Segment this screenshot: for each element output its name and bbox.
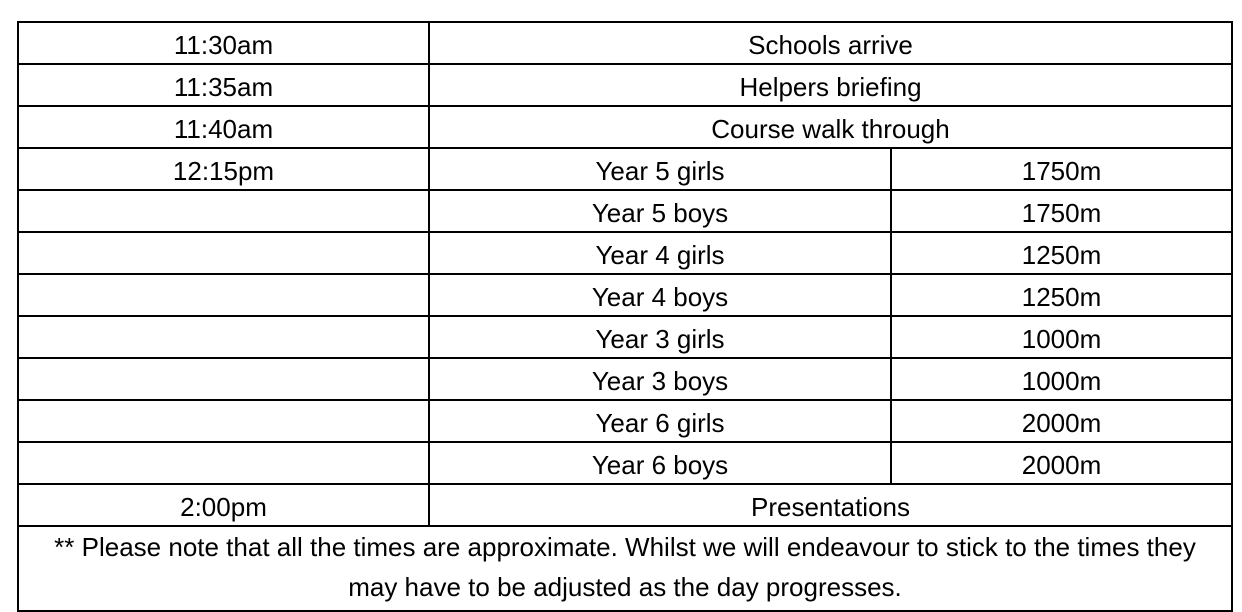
- race-cell: Year 6 girls: [429, 400, 891, 442]
- race-row: [18, 148, 1232, 190]
- race-row: [18, 400, 1232, 442]
- time-cell: 11:40am: [18, 106, 429, 148]
- time-cell: 12:15pm: [18, 148, 429, 190]
- race-row: [18, 274, 1232, 316]
- race-cell: Year 5 boys: [429, 190, 891, 232]
- note-row: [18, 526, 1232, 611]
- event-cell: Helpers briefing: [429, 64, 1232, 106]
- distance-cell: 1000m: [891, 316, 1232, 358]
- race-cell: Year 4 boys: [429, 274, 891, 316]
- schedule-row: [18, 106, 1232, 148]
- distance-cell: 1250m: [891, 274, 1232, 316]
- distance-cell: 1000m: [891, 358, 1232, 400]
- time-cell: 2:00pm: [18, 484, 429, 526]
- distance-cell: 1750m: [891, 148, 1232, 190]
- race-cell: Year 3 boys: [429, 358, 891, 400]
- race-cell: Year 5 girls: [429, 148, 891, 190]
- race-row: [18, 232, 1232, 274]
- race-row: [18, 190, 1232, 232]
- time-cell: [18, 274, 429, 316]
- distance-cell: 1250m: [891, 232, 1232, 274]
- time-cell: [18, 400, 429, 442]
- race-cell: Year 3 girls: [429, 316, 891, 358]
- time-cell: 11:35am: [18, 64, 429, 106]
- race-row: [18, 316, 1232, 358]
- time-cell: [18, 442, 429, 484]
- schedule-row: [18, 22, 1232, 64]
- schedule-table: [17, 21, 1233, 612]
- distance-cell: 2000m: [891, 400, 1232, 442]
- time-cell: [18, 232, 429, 274]
- time-cell: [18, 190, 429, 232]
- time-cell: [18, 358, 429, 400]
- note-text: ** Please note that all the times are approximate. Whilst we will endeavour to stick to the times they may have to be adjusted as the day progresses.: [18, 526, 1232, 611]
- event-cell: Schools arrive: [429, 22, 1232, 64]
- race-cell: Year 4 girls: [429, 232, 891, 274]
- event-cell: Course walk through: [429, 106, 1232, 148]
- distance-cell: 1750m: [891, 190, 1232, 232]
- event-cell: Presentations: [429, 484, 1232, 526]
- time-cell: 11:30am: [18, 22, 429, 64]
- schedule-row: [18, 64, 1232, 106]
- race-cell: Year 6 boys: [429, 442, 891, 484]
- distance-cell: 2000m: [891, 442, 1232, 484]
- schedule-row: [18, 484, 1232, 526]
- time-cell: [18, 316, 429, 358]
- race-row: [18, 358, 1232, 400]
- race-row: [18, 442, 1232, 484]
